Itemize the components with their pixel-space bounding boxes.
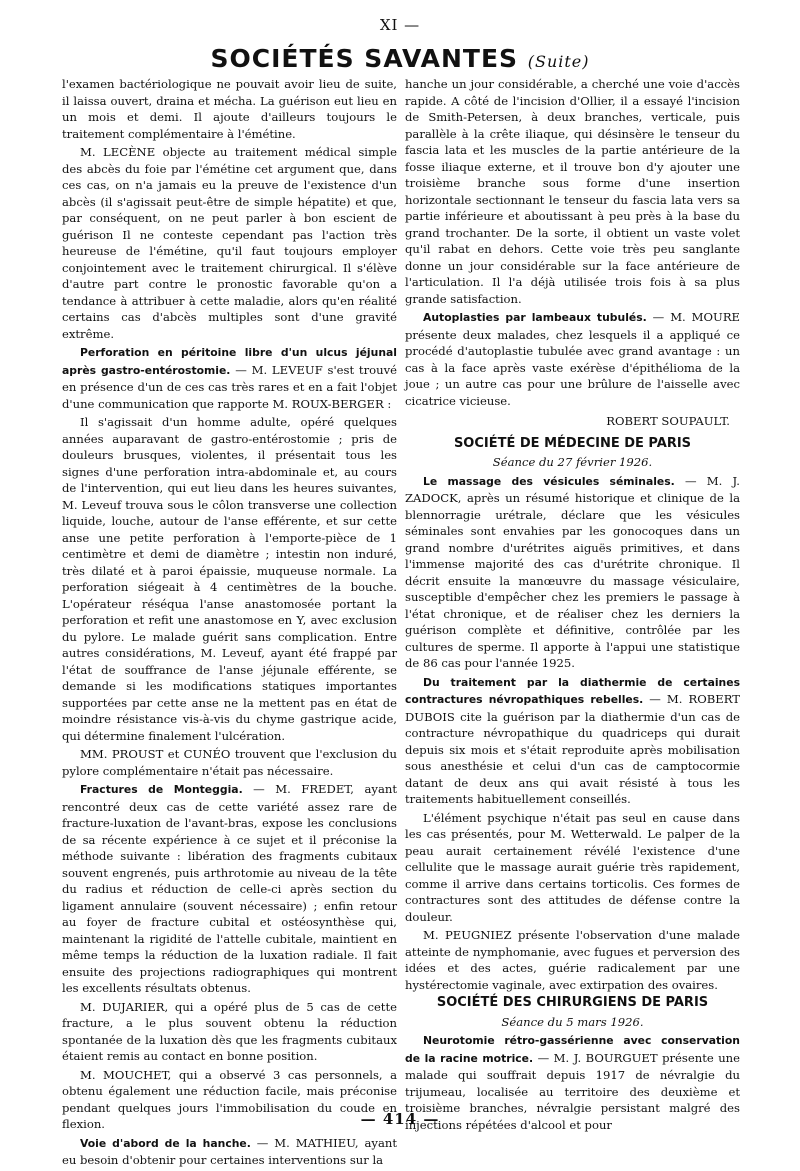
page-number-bottom: — 414 — (360, 1110, 440, 1128)
paragraph (405, 76, 740, 307)
left-column (62, 76, 397, 1171)
paragraph-lead: Du traitement par la diathermie de certaines contractures névropathiques rebelles. (405, 675, 740, 706)
paragraph (62, 746, 397, 779)
paragraph-lead: Le massage des vésicules séminales. (423, 474, 675, 488)
paragraph-text: M. MOUCHET, qui a observé 3 cas personnels, a obtenu également une réduction facile, mais préconise pendant quelques jours l'immobilisation du coude en flexion. (62, 1067, 397, 1131)
paragraph (62, 344, 397, 412)
paragraph-text: MM. PROUST et CUNÉO trouvent que l'exclusion du pylore complémentaire n'était pas nécessaire. (62, 747, 397, 778)
paragraph-text: M. LECÈNE objecte au traitement médical simple des abcès du foie par l'émétine cet argument que, dans ces cas, on n'a jamais eu la preuve de l'existence d'un abcès (il s'agissait peut-être de simple hépatite) et que, par conséquent, on ne peut parler à bon escient de guérison Il ne conteste cependant pas l'action très heureuse de l'émétine, qu'il faut toujours employer conjointement avec le traitement chirurgical. Il s'élève d'autre part contre le pronostic favorable qu'on a tendance à attribuer à cette maladie, alors qu'en réalité certains cas d'abcès multiples sont d'une gravité extrême. (62, 145, 397, 341)
paragraph-text: L'élément psychique n'était pas seul en cause dans les cas présentés, pour M. Wetterwald. Le palper de la peau aurait certainement révélé l'existence d'une cellulite que le massage aurait guérie très rapidement, comme il arrive dans certains torticolis. Ces formes de contractures sont des attitudes de défense contre la douleur. (405, 810, 740, 924)
paragraph (405, 309, 740, 409)
paragraph-text: l'examen bactériologique ne pouvait avoir lieu de suite, il laissa ouvert, draina et mécha. La guérison eut lieu en un mois et demi. Il ajoute d'ailleurs toujours le traitement complémentaire à l'émétine. (62, 77, 397, 141)
paragraph (62, 999, 397, 1065)
paragraph (405, 927, 740, 993)
society-session-chirurgiens: Séance du 5 mars 1926. (501, 1014, 644, 1029)
right-column-part-a (405, 76, 740, 409)
paragraph (62, 1135, 397, 1169)
paragraph-lead: Voie d'abord de la hanche. (80, 1136, 251, 1150)
paragraph (62, 76, 397, 142)
paragraph-lead: Neurotomie rétro-gassérienne avec conservation de la racine motrice. (405, 1034, 740, 1065)
paragraph-lead: Perforation en péritoine libre d'un ulcus jéjunal après gastro-entérostomie. (62, 346, 397, 377)
society-title-medecine: SOCIÉTÉ DE MÉDECINE DE PARIS (453, 435, 692, 451)
paragraph (405, 473, 740, 672)
society-title-chirurgiens: SOCIÉTÉ DES CHIRURGIENS DE PARIS (436, 995, 709, 1010)
society-session-medecine: Séance du 27 février 1926. (492, 455, 653, 469)
page-number-top: XI — (379, 16, 421, 34)
paragraph-text: — M. FREDET, ayant rencontré deux cas de cette variété assez rare de fracture-luxation de l'avant-bras, expose les conclusions de sa récente expérience à ce sujet et il préconise la méthode suivante : libération des fragments cubitaux souvent engrenés, puis arthrotomie au niveau de la tête du radius et réduction de celle-ci après section du ligament annulaire (souvent nécessaire) ; enfin retour au foyer de fracture cubital et ostéosynthèse qui, maintenant la rigidité de l'attelle cubitale, maintient en même temps la réduction de la luxation radiale. Il fait ensuite des projections radiographiques qui montrent les excellents résultats obtenus. (62, 782, 397, 995)
paragraph-lead: Autoplasties par lambeaux tubulés. (423, 311, 647, 324)
paragraph-text: — M. MOURE présente deux malades, chez lesquels il a appliqué ce procédé d'autoplastie tubulée avec grand avantage : un cas à la face après vaste exérèse d'épithélioma de la joue ; un autre cas pour une brûlure de l'aisselle avec cicatrice vicieuse. (405, 310, 741, 408)
right-column (405, 76, 740, 1135)
paragraph-text: M. DUJARIER, qui a opéré plus de 5 cas de cette fracture, a le plus souvent obtenu la réduction spontanée de la luxation dès que les fragments cubitaux étaient remis au contact en bonne position. (62, 999, 397, 1063)
running-title-text: SOCIÉTÉS SAVANTES (210, 44, 519, 73)
running-title (0, 44, 800, 73)
paragraph-text: Il s'agissait d'un homme adulte, opéré quelques années auparavant de gastro-entérostomie ; pris de douleurs brusques, violentes, il présentait tous les signes d'une perforation intra-abdominale et, au cours de l'intervention, qui eut lieu dans les heures suivantes, M. Leveuf trouva sous le côlon transverse une collection liquide, louche, autour de l'anse efférente, et sur cette anse une petite perforation à l'emporte-pièce de 1 centimètre et demi de diamètre ; intestin non induré, très dilaté et à paroi épaissie, muqueuse normale. La perforation siégeait à 4 centimètres de la bouche. L'opérateur réséqua l'anse anastomosée portant la perforation et refit une anastomose en Y, avec exclusion du pylore. Le malade guérit sans complication. Entre autres considérations, M. Leveuf, ayant été frappé par l'état de souffrance de l'anse jéjunale efférente, se demande si les modifications statiques importantes supportées par cette anse ne la mettent pas en état de moindre résistance vis-à-vis du chyme gastrique acide, qui détermine finalement l'ulcération. (62, 415, 397, 743)
paragraph-text: — M. J. ZADOCK, après un résumé historique et clinique de la blennorragie urétrale, déclare que les vésicules séminales sont envahies par les gonocoques dans un grand nombre d'urétrites aiguës primitives, et dans l'immense majorité des cas d'urétrite chronique. Il décrit ensuite la manœuvre du massage vésiculaire, susceptible d'empêcher chez les premiers le passage à l'état chronique, et de réaliser chez les derniers la guérison complète et définitive, contrôlée par les cultures de sperme. Il apporte à l'appui une statistique de 86 cas pour l'année 1925. (405, 473, 740, 670)
paragraph-text: — M. MATHIEU, ayant eu besoin d'obtenir pour certaines interventions sur la (62, 1135, 397, 1167)
running-title-suffix: (Suite) (527, 52, 590, 71)
paragraph-text: hanche un jour considérable, a cherché une voie d'accès rapide. A côté de l'incision d'Ollier, il a essayé l'incision de Smith-Petersen, à deux branches, verticale, puis parallèle à la crête iliaque, qui désinsère le tenseur du fascia lata et les muscles de la partie antérieure de la fosse iliaque externe, et il trouve bon d'y ajouter une troisième branche sous forme d'une insertion horizontale sectionnant le tenseur du fascia lata vers sa partie inférieure et aboutissant à peu près à la base du grand trochanter. De la sorte, il obtient un vaste volet qu'il rabat en dehors. Cette voie très peu sanglante donne un jour considérable sur la face antérieure de l'articulation. Il l'a déjà utilisée trois fois à sa plus grande satisfaction. (405, 77, 740, 306)
paragraph (62, 414, 397, 744)
paragraph-lead: Fractures de Monteggia. (80, 783, 243, 796)
paragraph-text: — M. ROBERT DUBOIS cite la guérison par la diathermie d'un cas de contracture névropathique du quadriceps qui durait depuis six mois et s'était reproduite après mobilisation sous anesthésie et celui d'un cas de camptocormie datant de deux ans qui avait résisté à tous les traitements habituellement conseillés. (405, 692, 740, 806)
paragraph (62, 144, 397, 342)
paragraph-text: M. PEUGNIEZ présente l'observation d'une malade atteinte de nymphomanie, avec fugues et perversion des idées et des actes, guérie radicalement par une hystérectomie vaginale, avec extirpation des ovaires. (405, 928, 740, 992)
paragraph (405, 674, 740, 808)
paragraph-text: — M. LEVEUF s'est trouvé en présence d'un de ces cas très rares et en a fait l'objet d'une communication que rapporte M. ROUX-BERGER : (62, 362, 397, 411)
paragraph (405, 810, 740, 926)
article-signature: ROBERT SOUPAULT. (606, 414, 730, 428)
right-column-part-b (405, 473, 740, 994)
paragraph-text: — M. J. BOURGUET présente une malade qui souffrait depuis 1917 de névralgie du trijumeau, localisée au territoire des deuxième et troisième branches, névralgie persistant malgré des injections répétées d'alcool et pour (405, 1050, 740, 1132)
paragraph (62, 781, 397, 997)
